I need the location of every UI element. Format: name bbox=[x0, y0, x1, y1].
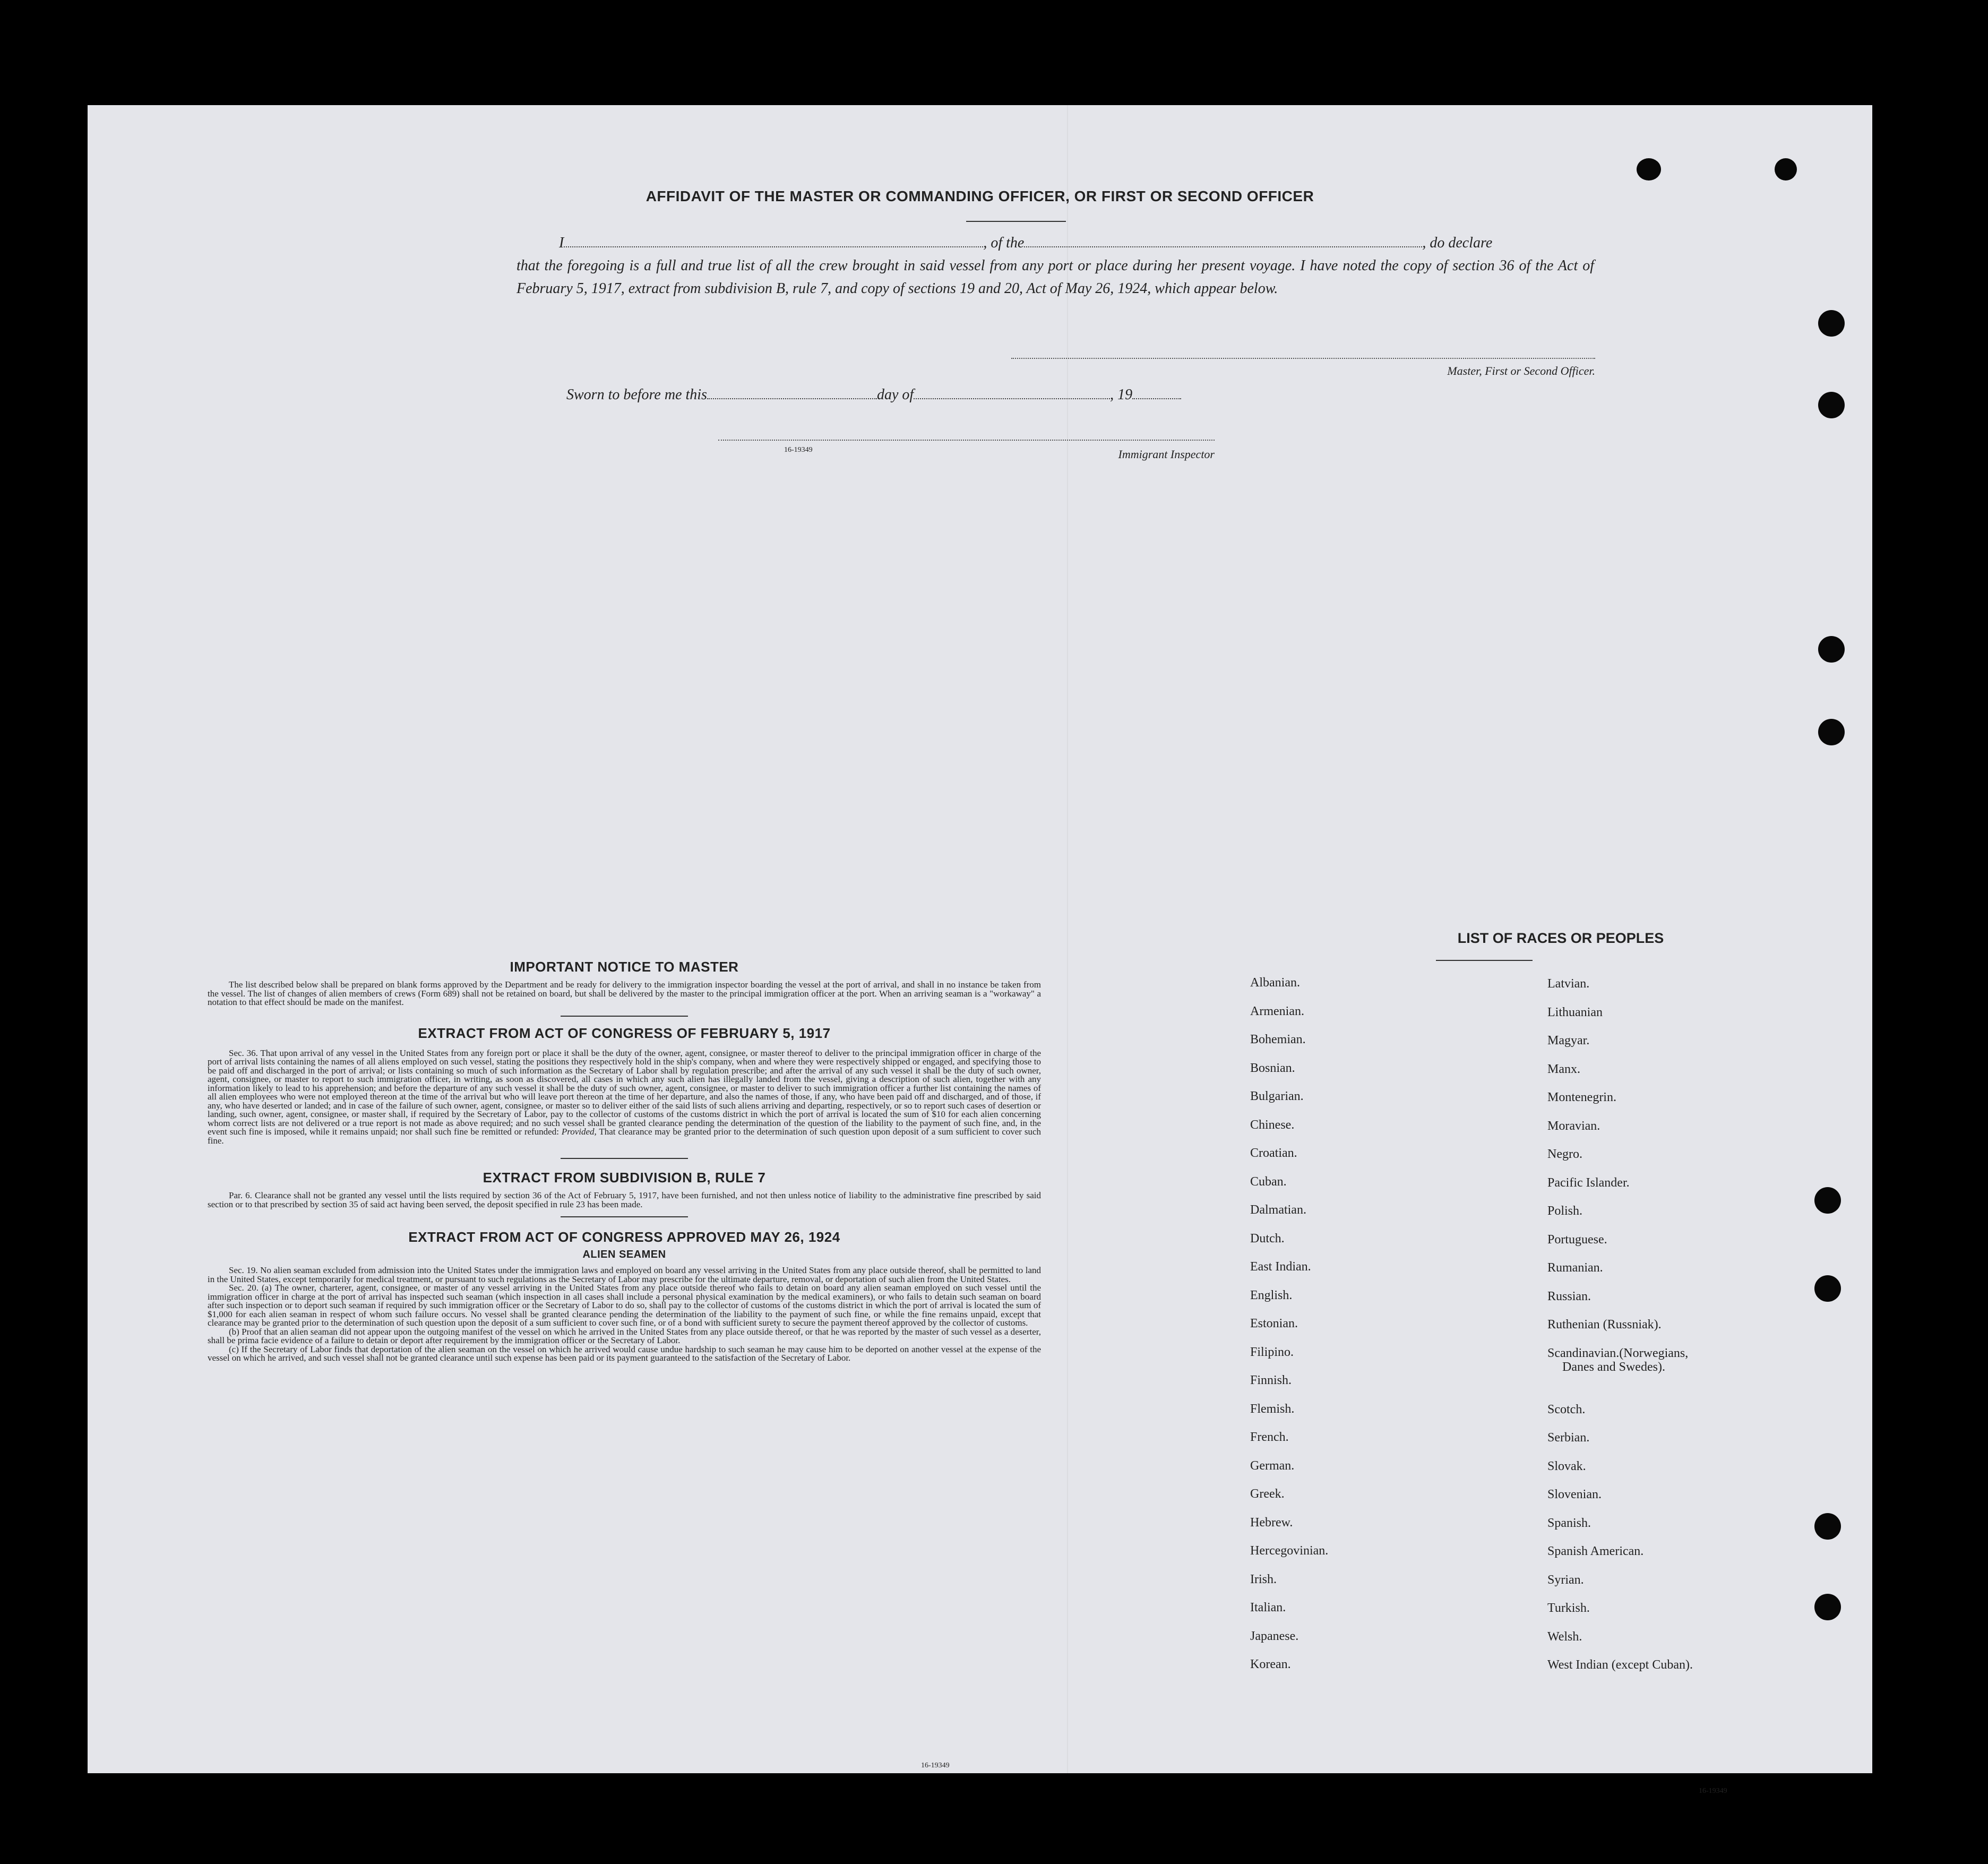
race-item: Slovak. bbox=[1547, 1459, 1586, 1473]
races-divider bbox=[1436, 960, 1533, 961]
race-item: Estonian. bbox=[1250, 1317, 1298, 1330]
race-item: Croatian. bbox=[1250, 1146, 1297, 1160]
master-signature-label: Master, First or Second Officer. bbox=[1447, 364, 1595, 377]
extract-form-number: 16-19349 bbox=[921, 1762, 950, 1769]
notice-divider bbox=[561, 1016, 688, 1017]
affidavit-statement: that the foregoing is a full and true list of all the crew brought in said vessel from any port or place during her present voyage. I have noted the copy of section 36 of the Act of February 5, 1917, extract from subdivision B, rule 7, and copy of sections 19 and 20, Act of May 26, 1924, which appear below. bbox=[517, 257, 1594, 297]
race-item: Dutch. bbox=[1250, 1231, 1285, 1245]
extract-1924-title: EXTRACT FROM ACT OF CONGRESS APPROVED MAY 26, 1924 bbox=[408, 1229, 840, 1245]
punch-hole bbox=[1818, 636, 1845, 663]
sec36-provided: Provided, bbox=[561, 1127, 597, 1137]
race-item: Syrian. bbox=[1547, 1573, 1584, 1587]
center-fold bbox=[1067, 105, 1068, 1773]
extract-1917-text bbox=[208, 1049, 1041, 1146]
race-item: Irish. bbox=[1250, 1572, 1277, 1586]
inspector-label: Immigrant Inspector bbox=[1118, 448, 1215, 461]
sworn-day-of: day of bbox=[876, 386, 914, 403]
notice-title: IMPORTANT NOTICE TO MASTER bbox=[510, 959, 739, 975]
name-blank bbox=[564, 235, 983, 247]
punch-hole bbox=[1818, 310, 1845, 337]
month-blank bbox=[914, 386, 1110, 399]
master-signature-line bbox=[1011, 358, 1595, 359]
race-item: Polish. bbox=[1547, 1204, 1583, 1218]
alien-seamen-subtitle: ALIEN SEAMEN bbox=[582, 1249, 666, 1260]
race-item: Latvian. bbox=[1547, 977, 1590, 991]
race-item: Hercegovinian. bbox=[1250, 1544, 1329, 1558]
sec19-paragraph: Sec. 19. No alien seaman excluded from admission into the United States under the immigration laws and employed on board any vessel arriving in the United States from any place outside thereof, shall be permitted to land in the United States, except temporarily for medical treatment, or pursuant to such regulations as the Secretary of Labor may prescribe for the ultimate departure, removal, or deportation of such alien from the United States. bbox=[208, 1265, 1041, 1284]
inspector-signature-line bbox=[718, 440, 1215, 441]
sec20b-paragraph: (b) Proof that an alien seaman did not appear upon the outgoing manifest of the vessel on which he arrived in the United States from any place outside thereof, or that he was reported by the master of such vessel as a deserter, shall be prima facie evidence of a failure to detain or deport after requirement by the immigration officer or the Secretary of Labor. bbox=[208, 1326, 1041, 1345]
sec36-end: That clearance may be granted prior to the determination of such question upon deposit of a sum sufficient to cover such fine. bbox=[208, 1127, 1042, 1146]
race-item: Slovenian. bbox=[1547, 1488, 1602, 1501]
race-item: Bulgarian. bbox=[1250, 1089, 1304, 1103]
affidavit-body bbox=[517, 231, 1594, 300]
race-item: Bohemian. bbox=[1250, 1033, 1306, 1046]
race-item: Bosnian. bbox=[1250, 1061, 1295, 1075]
race-item: Spanish. bbox=[1547, 1516, 1591, 1530]
race-item: Finnish. bbox=[1250, 1373, 1292, 1387]
vessel-blank bbox=[1024, 235, 1422, 247]
races-title: LIST OF RACES OR PEOPLES bbox=[1457, 930, 1664, 946]
affidavit-title: AFFIDAVIT OF THE MASTER OR COMMANDING OFFICER, OR FIRST OR SECOND OFFICER bbox=[646, 188, 1314, 204]
race-item: Pacific Islander. bbox=[1547, 1175, 1630, 1190]
race-item: Scotch. bbox=[1547, 1402, 1586, 1416]
declaration-suffix: , do declare bbox=[1422, 235, 1493, 251]
race-item: Chinese. bbox=[1250, 1118, 1295, 1132]
race-item: German. bbox=[1250, 1458, 1295, 1473]
race-item: Negro. bbox=[1547, 1147, 1582, 1161]
race-item: Magyar. bbox=[1547, 1034, 1590, 1047]
day-blank bbox=[707, 386, 877, 399]
race-item: Hebrew. bbox=[1250, 1515, 1293, 1530]
extract-rule7-text bbox=[208, 1191, 1041, 1209]
race-item: Rumanian. bbox=[1547, 1261, 1603, 1275]
affidavit-form-number: 16-19349 bbox=[784, 446, 813, 454]
punch-hole bbox=[1818, 392, 1845, 418]
notice-text bbox=[208, 981, 1041, 1007]
race-item: Spanish American. bbox=[1547, 1544, 1644, 1558]
race-item: Italian. bbox=[1250, 1601, 1286, 1614]
extract-1917-divider bbox=[561, 1158, 688, 1159]
race-item: Dalmatian. bbox=[1250, 1203, 1306, 1217]
punch-hole bbox=[1637, 158, 1661, 181]
notice-paragraph: The list described below shall be prepared on blank forms approved by the Department and be ready for delivery to the immigration inspector boarding the vessel at the port of arrival, and shall in no instance be taken from the vessel. The list of changes of alien members of crews (Form 689) shall not be retained on board, but shall be delivered by the master to the principal immigration officer at the port. When an arriving seaman is a "workaway" a notation to that effect should be made on the manifest. bbox=[208, 980, 1041, 1007]
sec20a-paragraph: Sec. 20. (a) The owner, charterer, agent, consignee, or master of any vessel arriving in the United States from any place outside thereof who fails to detain on board any alien seaman employed on such vessel until the immigration officer in charge at the port of arrival has inspected such seaman (which inspection in all cases shall include a personal physical examination by the medical examiners), or who fails to detain such seaman on board after such inspection or to deport such seaman if required by such immigration officer or the Secretary of Labor to do so, shall pay to the collector of customs of the customs district in which the port of arrival is located the sum of $1,000 for each alien seaman in respect of whom such failure occurs. No vessel shall be granted clearance pending the determination of the liability to the payment of such fine, or while the fine remains unpaid, except that clearance may be granted prior to the determination of such question upon the deposit of a sum sufficient to cover such fine, or of a bond with sufficient surety to secure the payment thereof approved by the collector of customs. bbox=[208, 1283, 1041, 1328]
race-item: English. bbox=[1250, 1288, 1293, 1302]
declaration-line bbox=[559, 231, 1594, 254]
race-item: Albanian. bbox=[1250, 976, 1300, 990]
race-item: Russian. bbox=[1547, 1289, 1591, 1303]
declaration-prefix: I bbox=[559, 235, 564, 251]
race-item: Serbian. bbox=[1547, 1431, 1590, 1445]
sec20c-paragraph: (c) If the Secretary of Labor finds that deportation of the alien seaman on the vessel on which he arrived would cause undue hardship to such seaman he may cause him to be deported on another vessel at the expense of the vessel on which he arrived, and such vessel shall not be granted clearance until such expense has been paid or its payment guaranteed to the satisfaction of the Secretary of Labor. bbox=[208, 1344, 1041, 1363]
punch-hole bbox=[1814, 1594, 1841, 1620]
extract-rule7-title: EXTRACT FROM SUBDIVISION B, RULE 7 bbox=[483, 1170, 766, 1186]
race-item: French. bbox=[1250, 1430, 1289, 1444]
extract-1924-text bbox=[208, 1266, 1041, 1363]
punch-hole bbox=[1814, 1187, 1841, 1214]
document-sheet bbox=[88, 105, 1872, 1795]
sworn-prefix: Sworn to before me this bbox=[566, 386, 707, 403]
race-item: Manx. bbox=[1547, 1062, 1580, 1076]
title-divider bbox=[966, 221, 1066, 222]
race-item: Filipino. bbox=[1250, 1345, 1294, 1359]
punch-hole bbox=[1814, 1513, 1841, 1540]
race-item: Korean. bbox=[1250, 1657, 1291, 1671]
race-item: Cuban. bbox=[1250, 1174, 1287, 1189]
declaration-of-the: , of the bbox=[983, 235, 1025, 251]
race-item: Moravian. bbox=[1547, 1119, 1600, 1133]
punch-hole bbox=[1818, 719, 1845, 745]
race-item: Flemish. bbox=[1250, 1402, 1295, 1416]
sworn-line bbox=[566, 386, 1181, 403]
race-item: Montenegrin. bbox=[1547, 1090, 1616, 1104]
races-form-number: 16-19349 bbox=[1699, 1787, 1727, 1795]
race-item: Welsh. bbox=[1547, 1629, 1582, 1644]
notice-section bbox=[208, 959, 1041, 1363]
extract-rule7-divider bbox=[561, 1216, 688, 1217]
sworn-year: , 19 bbox=[1110, 386, 1133, 403]
race-item: Danes and Swedes). bbox=[1562, 1360, 1665, 1374]
race-item: East Indian. bbox=[1250, 1260, 1311, 1274]
race-item: Portuguese. bbox=[1547, 1232, 1607, 1247]
race-item: Japanese. bbox=[1250, 1629, 1299, 1643]
race-item: Scandinavian.(Norwegians, bbox=[1547, 1346, 1689, 1360]
race-item: Greek. bbox=[1250, 1487, 1285, 1501]
rule7-paragraph: Par. 6. Clearance shall not be granted any vessel until the lists required by section 36 of the Act of February 5, 1917, have been furnished, and not then unless notice of liability to the administrative fine prescribed by said section or to that prescribed by section 35 of said act having been served, the deposit specified in rule 23 has been made. bbox=[208, 1190, 1041, 1209]
year-blank bbox=[1132, 386, 1181, 399]
race-item: West Indian (except Cuban). bbox=[1547, 1658, 1693, 1672]
punch-hole bbox=[1775, 158, 1797, 181]
race-item: Ruthenian (Russniak). bbox=[1547, 1318, 1662, 1332]
race-item: Turkish. bbox=[1547, 1601, 1590, 1615]
race-item: Armenian. bbox=[1250, 1004, 1304, 1018]
extract-1917-title: EXTRACT FROM ACT OF CONGRESS OF FEBRUARY 5, 1917 bbox=[418, 1025, 831, 1041]
sec36-main: Sec. 36. That upon arrival of any vessel in the United States from any foreign port or place it shall be the duty of the owner, agent, consignee, or master thereof to deliver to the principal immigration officer in charge of the port of arrival lists containing the names of all aliens employed on such vessel, stating the positions they respectively hold in the ship's company, when and where they were respectively shipped or engaged, and specifying those to be paid off and discharged in the port of arrival; or lists containing so much of such information as the Secretary of Labor shall by regulation prescribe; and after the arrival of any such vessel it shall be the duty of such owner, agent, consignee, or master to report to such immigration officer, in writing, as soon as discovered, all cases in which any such alien has illegally landed from the vessel, giving a description of such alien, together with any information likely to lead to his apprehension; and before the departure of any such vessel it shall be the duty of such owner, agent, consignee, or master to deliver to such immigration officer a further list containing the names of all alien employees who were not employed thereon at the time of the arrival but who will leave port thereon at the time of her departure, and also the names of those, if any, who have been paid off and discharged, and of those, if any, who have deserted or landed; and in case of the failure of such owner, agent, consignee, or master so to deliver either of the said lists of such aliens arriving and departing, respectively, or so to report such cases of desertion or landing, such owner, agent, consignee, or master shall, if required by the Secretary of Labor, pay to the collector of customs of the customs district in which the port of arrival is located the sum of $10 for each alien concerning whom correct lists are not delivered or a true report is not made as above required; and no such vessel shall be granted clearance pending the determination of the question of the liability to the payment of such fine, and, in the event such fine is imposed, while it remains unpaid; nor shall such fine be remitted or refunded: bbox=[208, 1047, 1041, 1137]
race-item: Lithuanian bbox=[1547, 1005, 1603, 1019]
punch-hole bbox=[1814, 1275, 1841, 1302]
